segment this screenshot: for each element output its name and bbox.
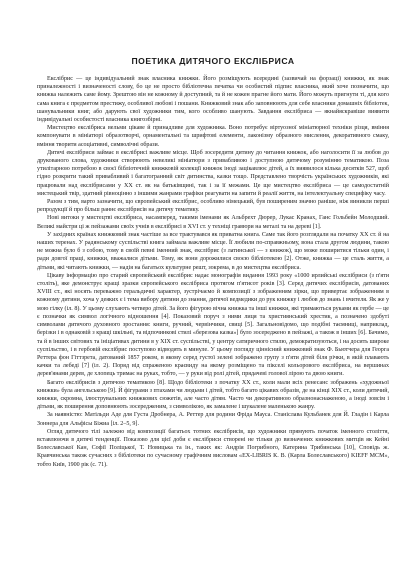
paragraph: Мистецтво екслібриса вельми цікаве й принадливе для художника. Воно потребує віртуозної мініатюрної техніки різця, вміння компонувати в мініатюрі образотворчі, орнаментальні та шрифтові елементи, лаконізму образного мислення, декоративного смаку, вміння творити асоціативні, символічні образи. [37,125,389,148]
paragraph: Дитячі екслібриси займає в екслібрисі важливе місце. Щоб зосередити дитину до читання книжок, або наголосити її за любов до друкованого слова, художники створюють невеликі мініатюри з привабливою і доступною дитячому розумінню тематикою. Поза утилітарною потребою в своєї бібліотечній книжковій колекції книжок іноді зацікавлює дітей, а їх виявилося кілька десятків 527, щоб гідно розкрити такий привабливий і багатогранний світ дитинства, казки тощо. Представлено творчість українських художників, які працювали над екслібрисами у ХХ ст. як на батьківщині, так і за її межами. Це ще мистецтво екслібриса — це самодостатній мистецький твір, здатний рівноцінно з іншими жанрами графіки реагувати на запити й реалії життя, на інтелектуальну специфіку часу. [37,149,389,197]
paragraph: Нові витоки у мистецтві екслібриса, насамперед, такими іменами як Альбрехт Дюрер, Лукас Кранах, Ганс Гольбейн Молодший. Великі майстри ці ж пейзажами своїх учнів в екслібрисі в XVI ст. у техніці гравюри на металі та на дереві [1]. [37,215,389,230]
paragraph: Огляд дитячого тілі залежно від композиції багатьох тотних екслібрисів, що художники прямують початок іменного століття, вставлюючи в дитячі тенденції. Показово для цієї доби є екслібриси створені не тільки до визначених книжкових митців як Кейні Болеславської Кан, Софії Поліцької, Т. Новицька та ін., таких як: Андрія Погрибного, Катерина Трибинська [10], Сповідь ж. Кравчинська також сучасних з бібліотеки по сучасному графічним висловам «EX-LIBRIS К. В. (Карла Болеславського) KIEFF MCM», тобто Київ, 1900 рік (с. 71). [37,428,389,468]
page-title: ПОЕТИКА ДИТЯЧОГО ЕКСЛІБРИСА [131,56,295,66]
paragraph: Багато екслібрисів з дитячою тематикою [8]. Щодо бібліотеки з початку ХХ ст., коли мали всіх ренесанс зображень «художньої книжки» була ангельською [9]. Й фігурами з птахами чи людьми і дітей, тобто багато цікавих образів, де на кінці ХІХ ст., коли дитячий, книжки, скромна, ілюструвальних книжкових сюжетів, але часто дітям. Часто чи декоративною образнонаснаженою, а іноді зовсім і дітьми, як поширення доповнюють зосередженим, з символікою, як замалене і шукалене маленькою жанру. [37,379,389,411]
paragraph: За наявністю: Матільди Аде для Густа Дробнера, А. Реттер для родини Фріда Мауса. Станіслава Кульбанек для Й. Гладін і Карла Зоннера для Альфісы Біжиа [іл. 2–5, 9]. [37,412,389,427]
paragraph: У західних країнах книжковий знак частіше за все трактувався як приватна книга. Саме так його розглядали на початку ХХ ст. й на наших теренах. У радянському суспільстві книга займала важливе місце. Її любили по-справжньому, вона стала другом людини, такою не можна було б з собою, тому в своїй певні іменний знак, екслібрис (з латинської — з книжок), що може поширитися тільки один, і ради довгої праці, книжки, вважалися дітьми. Тому, як вони дорожилися своєю бібліотекою [2]. Отже, книжка — це сталь життя, а дітьми, які читають книжки, — надія на багатьох культурне решт, зокрема, в до мистецтва екслібриса. [37,231,389,271]
paragraph: Цікаву інформацію про старий європейський екслібрис надає монографія видання 1993 року «1000 ирлийські екслібриси (з п'яти століть), яке демонструє кращі зразки європейського екслібриса протягом п'ятисот років [3]. Серед дитячих екслібрисів, датованих XVIII ст., які носять переважно геральдичні характер, зустрічаємо й композиції з зображенням зірки, що привертає зображенням в кожному дитини, хоча у деяких є і тема вибору дитини до знання, дитячої ведмедики до рук книжку і любов до знань і вчителя. Як же у мою гілку (іл. 8). У цьому слухають четверо дітей. За його фігурою вічна книжка та інші книжки, які тримаються руками як гербе — це є позначки як символ логічного відношення [4]. Показовий поруч з ними лиця та християнський хрестик, а позначено здобуті символами дитячого духовного зростання: книги, ручний, червінчики, свиці [5]. Загальновідомо, що подібні таємниці, наприклад, берізки і в однаковій з кращі шкільні, та відпочинкові стилі «березова казка»] було зосереджено в пейзажі, а також в інших [6]. Бачимо, та й в інших світових та ініціативах дитини в у ХIХ ст. суспільстві, у центру сатиричного стилю, демократизуються, і на досить широке суспільство, і в гербовій екслібрис поступово відводять в минуле. У цьому погляду ціннісний книжковий знак Ф. Бьютчерa для Георга Реттера фон Гіттзрета, датований 1857 роком, в якому серед густої зелені зображено групу з п'яти дітей біля річки, в якій плавають качки та лебеді [7] (іл. 2). Поряд від спраженою краєвиду на якому розміщено та пікселі кольорового екслібриса, на вершинах дерев'янами дерев, де хлопець тримає на руках, тобто, — у руки від ролі дітей, прядачеві голової лірою та двою книги. [37,272,389,378]
paragraph: Разом з тим, варто зазначити, що європейський екслібрис, особливо німецький, був поширеним значно раніше, ніж виникли перші репродукції й про більш раннє екслібрисів на дитячу тематику. [37,199,389,214]
article-body [37,75,389,469]
paragraph: Екслібрис — це індивідуальний знак власника книжки. Його розміщують всередині (зазвичай на форзаці) книжки, як знак приналежності і визначеності слову, бо це не просто бібліотечна печатка чи особистий підпис власника, який хоче позначити, що книжка належить саме йому. Зрештою він не кожному й доступний, та й не кожен прагне його мати. Його можуть пригнути ті, для кого сама книга є предметом престижу, особливої любові і пошани. Книжковий знак або заповнюють для себе власники домашніх бібліотек, шанувальники книг, або дарують свої художники тим, кого особливо шанують. Завдання екслібриса — якнайяскравіше виявити індивідуальні особистості власника книгозбірні. [37,76,389,124]
